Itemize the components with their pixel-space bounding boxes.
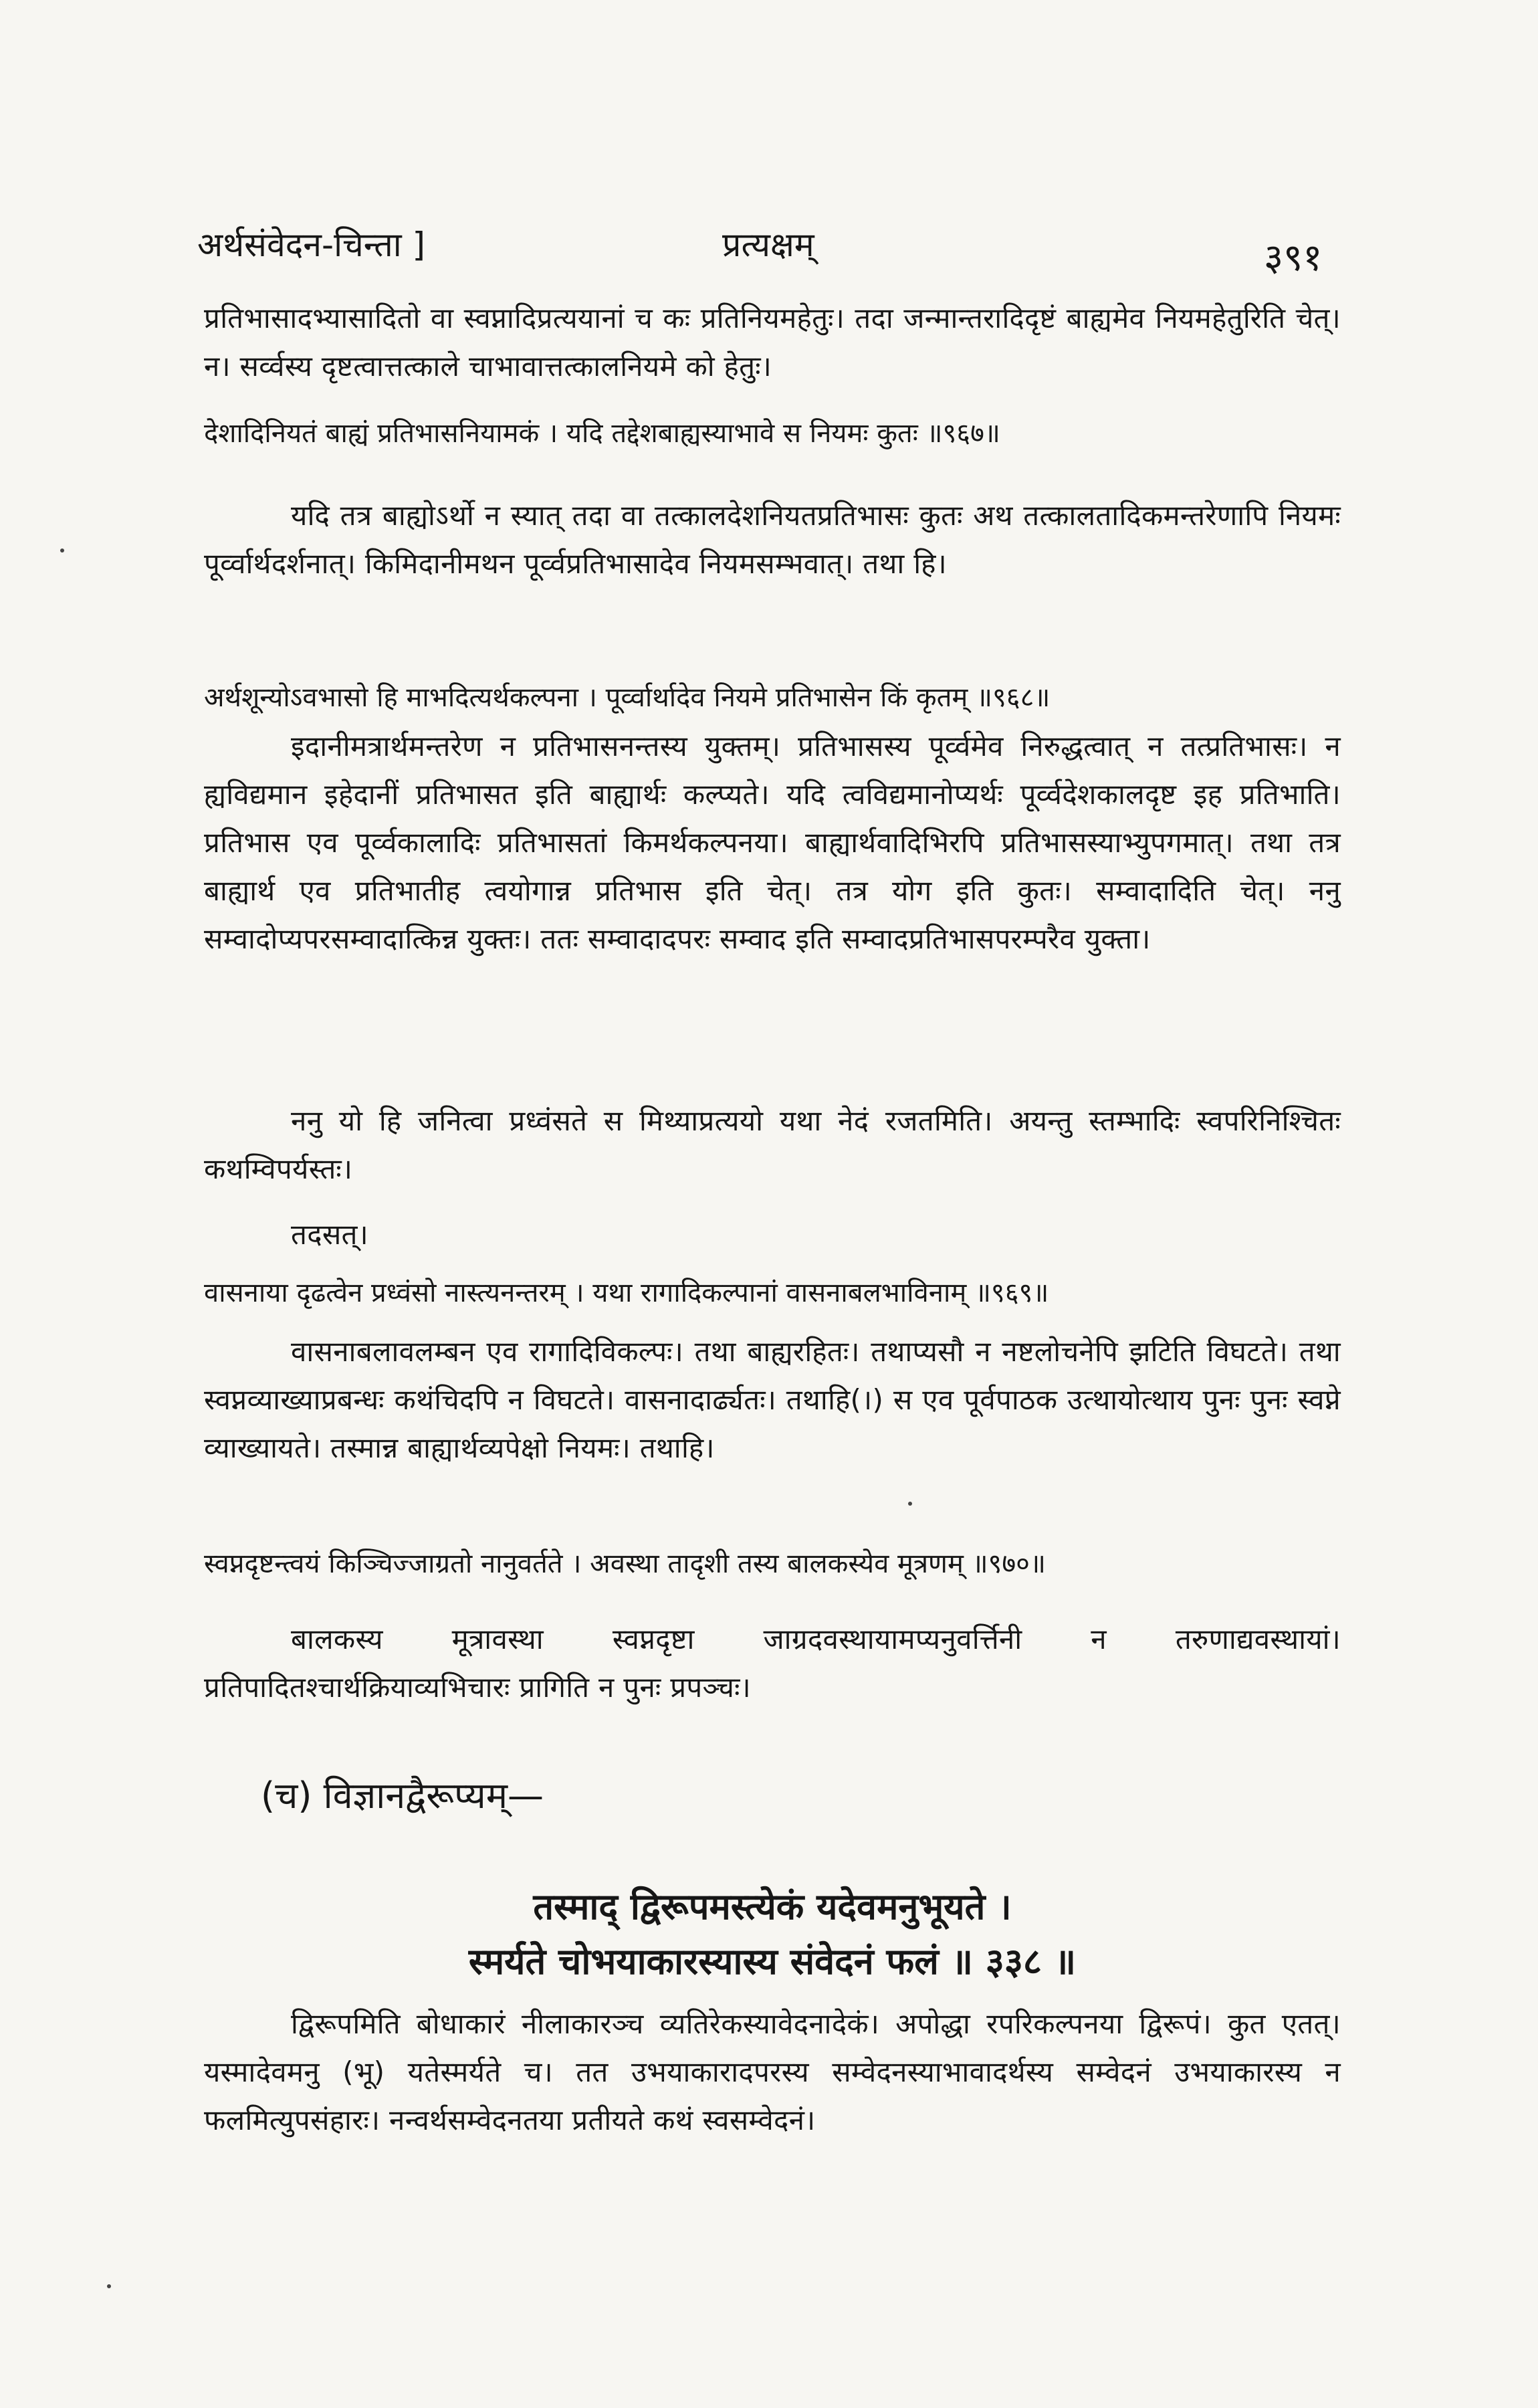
- commentary-paragraph-6: वासनाबलावलम्बन एव रागादिविकल्पः। तथा बाह्यरहितः। तथाप्यसौ न नष्टलोचनेपि झटिति विघटते। तथा स्वप्नव्याख्याप्रबन्धः कथंचिदपि न विघटते। वासनादार्ढ्यतः। तथाहि(।) स एव पूर्वपाठक उत्थायोत्थाय पुनः पुनः स्वप्ने व्याख्यायते। तस्मान्न बाह्यार्थव्यपेक्षो नियमः। तथाहि।: [204, 1335, 1341, 1464]
- running-header-section: अर्थसंवेदन-चिन्ता ]: [197, 225, 426, 264]
- karika-commentary: द्विरूपमिति बोधाकारं नीलाकारञ्च व्यतिरेकस्यावेदनादेकं। अपोद्धा रपरिकल्पनया द्विरूपं। कुत एतत्। यस्मादेवमनु (भू) यतेस्मर्यते च। तत उभयाकारादपरस्य सम्वेदनस्याभावादर्थस्य सम्वेदनं उभयाकारस्य न फलमित्युपसंहारः। नन्वर्थसम्वेदनतया प्रतीयते कथं स्वसम्वेदनं।: [204, 2007, 1341, 2136]
- verse-968: अर्थशून्योऽवभासो हि माभदित्यर्थकल्पना । पूर्व्वार्थादेव नियमे प्रतिभासेन किं कृतम् ॥९६८॥: [204, 682, 1051, 713]
- verse-970: स्वप्नदृष्टन्त्वयं किञ्चिज्जाग्रतो नानुवर्तते । अवस्था तादृशी तस्य बालकस्येव मूत्रणम् ॥९७०॥: [204, 1548, 1046, 1579]
- verse-967: देशादिनियतं बाह्यं प्रतिभासनियामकं । यदि तद्देशबाह्यस्याभावे स नियमः कुतः ॥९६७॥: [204, 418, 1000, 449]
- commentary-paragraph-2: यदि तत्र बाह्योऽर्थो न स्यात् तदा वा तत्कालदेशनियतप्रतिभासः कुतः अथ तत्कालतादिकमन्तरेणापि नियमः पूर्व्वार्थदर्शनात्। किमिदानीमथन पूर्व्वप्रतिभासादेव नियमसम्भवात्। तथा हि।: [204, 499, 1341, 580]
- karika-line-1: तस्माद् द्विरूपमस्त्येकं यदेवमनुभूयते ।: [533, 1886, 1012, 1928]
- scan-speck: [908, 1502, 912, 1506]
- running-header-title: प्रत्यक्षम्: [722, 225, 814, 264]
- commentary-paragraph-7: बालकस्य मूत्रावस्था स्वप्नदृष्टा जाग्रदवस्थायामप्यनुवर्त्तिनी न तरुणाद्यवस्थायां। प्रतिपादितश्चार्थक्रियाव्यभिचारः प्रागिति न पुनः प्रपञ्चः।: [204, 1623, 1341, 1704]
- karika-line-2: स्मर्यते चोभयाकारस्यास्य संवेदनं फलं ॥ ३३८ ॥: [468, 1940, 1077, 1983]
- scan-speck: [60, 548, 64, 553]
- commentary-paragraph-5: तदसत्।: [291, 1218, 368, 1251]
- section-heading: (च) विज्ञानद्वैरूप्यम्—: [261, 1775, 544, 1817]
- scan-speck: [107, 2284, 111, 2288]
- commentary-paragraph-3: इदानीमत्रार्थमन्तरेण न प्रतिभासनन्तस्य युक्तम्। प्रतिभासस्य पूर्व्वमेव निरुद्धत्वात् न तत्प्रतिभासः। न ह्यविद्यमान इहेदानीं प्रतिभासत इति बाह्यार्थः कल्प्यते। यदि त्वविद्यमानोप्यर्थः पूर्व्वदेशकालदृष्ट इह प्रतिभाति। प्रतिभास एव पूर्व्वकालादिः प्रतिभासतां किमर्थकल्पनया। बाह्यार्थवादिभिरपि प्रतिभासस्याभ्युपगमात्। तथा तत्र बाह्यार्थ एव प्रतिभातीह त्वयोगान्न प्रतिभास इति चेत्। तत्र योग इति कुतः। सम्वादादिति चेत्। ननु सम्वादोप्यपरसम्वादात्किन्न युक्तः। ततः सम्वादादपरः सम्वाद इति सम्वादप्रतिभासपरम्परैव युक्ता।: [204, 730, 1341, 955]
- commentary-paragraph-1: प्रतिभासादभ्यासादितो वा स्वप्नादिप्रत्ययानां च कः प्रतिनियमहेतुः। तदा जन्मान्तरादिदृष्टं बाह्यमेव नियमहेतुरिति चेत्। न। सर्व्वस्य दृष्टत्वात्तत्काले चाभावात्तत्कालनियमे को हेतुः।: [204, 302, 1341, 383]
- commentary-paragraph-4: ननु यो हि जनित्वा प्रध्वंसते स मिथ्याप्रत्ययो यथा नेदं रजतमिति। अयन्तु स्तम्भादिः स्वपरिनिश्चितः कथम्विपर्यस्तः।: [204, 1104, 1341, 1185]
- verse-969: वासनाया दृढत्वेन प्रध्वंसो नास्त्यनन्तरम् । यथा रागादिकल्पानां वासनाबलभाविनाम् ॥९६९॥: [204, 1278, 1049, 1308]
- page-number: ३९१: [1264, 236, 1323, 280]
